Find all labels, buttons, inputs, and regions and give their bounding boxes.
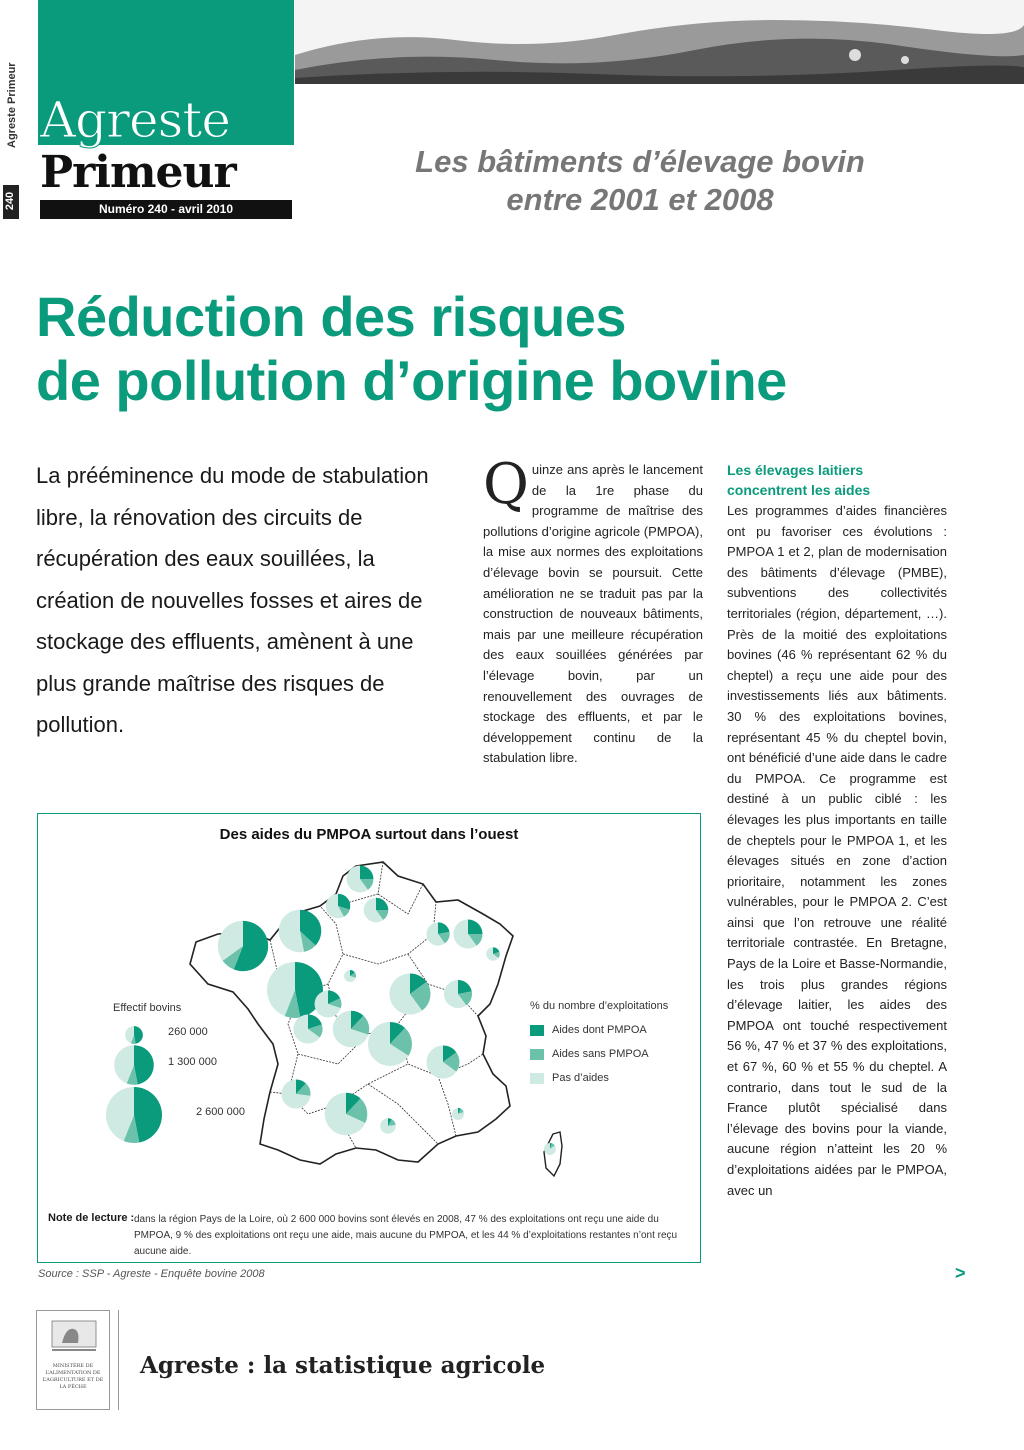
marianne-logo-icon: [38, 1313, 110, 1363]
main-title-line-1: Réduction des risques: [36, 285, 627, 348]
region-pie: [544, 1143, 556, 1155]
region-pie: [293, 1014, 322, 1043]
region-pie: [426, 922, 449, 945]
pie-slice: [134, 1087, 162, 1143]
drop-cap: Q: [483, 452, 529, 517]
ministry-name: MINISTÈRE DE L’ALIMENTATION DE L’AGRICULTURE ET DE LA PÊCHE: [42, 1363, 104, 1390]
region-pie: [347, 866, 374, 893]
share-legend-item: Pas d’aides: [530, 1072, 609, 1084]
reading-note-text: dans la région Pays de la Loire, où 2 600 000 bovins sont élevés en 2008, 47 % des exploitations ont reçu une aide du PMPOA, 9 % des exploitations ont reçu une aide, mais aucune du PMPOA, et les 44 % d’exploitations restantes n’ont reçu aucune aide.: [134, 1214, 678, 1257]
main-title: [36, 285, 996, 413]
pie-slice: [134, 1045, 154, 1084]
lead-paragraph: La prééminence du mode de stabulation libre, la rénovation des circuits de récupération des eaux souillées, la création de nouvelles fosses et aires de stockage des effluents, amènent à une plus grande maîtrise des risques de pollution.: [36, 463, 429, 737]
main-title-line-2: de pollution d’origine bovine: [36, 349, 787, 412]
share-legend-item: Aides sans PMPOA: [530, 1048, 649, 1060]
region-pie: [380, 1118, 396, 1134]
subject-line-2: entre 2001 et 2008: [506, 182, 774, 217]
pie-slice: [134, 1026, 143, 1044]
map-title: Des aides du PMPOA surtout dans l’ouest: [219, 826, 519, 843]
legend-swatch: [530, 1025, 544, 1036]
article-column-2: [727, 460, 947, 1201]
publication-subject: [360, 143, 920, 219]
map-figure: [37, 813, 701, 1263]
column-1-text: uinze ans après le lancement de la 1re phase du programme de maîtrise des pollutions d’origine agricole (PMPOA), la mise aux normes des exploitations d’élevage bovin se poursuit. Cette amélioration ne se traduit pas par la construction de nouveaux bâtiments, mais par une meilleure récupération des eaux souillées générées par l’élevage bovin, par un renouvellement des ouvrages de stockage des effluents, et par le développement continu de la stabulation libre.: [483, 462, 703, 766]
landscape-photo: [295, 0, 1024, 84]
region-pie: [453, 919, 482, 948]
share-legend-title: % du nombre d’exploitations: [530, 1000, 669, 1012]
region-pie: [344, 970, 356, 982]
region-pie: [325, 1093, 368, 1136]
side-label: Agreste Primeur: [6, 62, 18, 148]
share-legend-item: Aides dont PMPOA: [530, 1024, 647, 1036]
brand-name-agreste: Agreste: [40, 91, 230, 149]
france-map: [38, 814, 700, 1262]
issue-label: Numéro 240 - avril 2010: [40, 200, 292, 219]
region-pie: [444, 980, 472, 1008]
size-legend-symbol: [125, 1026, 143, 1044]
brand-name-primeur: Primeur: [40, 147, 236, 198]
region-pie: [389, 973, 430, 1014]
region-pie: [315, 991, 342, 1018]
footer-divider: [118, 1310, 119, 1410]
region-pie: [267, 962, 323, 1018]
reading-note-label: Note de lecture :: [48, 1212, 135, 1224]
size-legend-label: 2 600 000: [196, 1106, 245, 1118]
region-pie: [364, 898, 389, 923]
side-issue-number: 240: [3, 185, 19, 219]
size-legend-symbol: [114, 1045, 154, 1085]
region-pie: [326, 894, 351, 919]
region-pie: [281, 1079, 310, 1108]
footer-tagline: Agreste : la statistique agricole: [140, 1352, 546, 1379]
article-column-1: [483, 452, 703, 769]
legend-layer: [106, 1026, 162, 1143]
size-legend-symbol: [106, 1087, 162, 1143]
region-pie: [279, 910, 322, 953]
size-legend-title: Effectif bovins: [113, 1002, 182, 1014]
region-pie: [333, 1011, 369, 1047]
column-2-text: Les programmes d’aides financières ont pu favoriser ces évolutions : PMPOA 1 et 2, plan de modernisation des bâtiments d’élevage (PMBE), subventions des collectivités territoriales (région, département, …). Près de la moitié des exploitations bovines (46 % représentant 62 % du cheptel) a reçu une aide pour des investissements liés aux bâtiments. 30 % des exploitations bovines, représentant 45 % du cheptel bovin, ont bénéficié d’une aide dans le cadre du PMPOA. Ce programme est destiné à un public ciblé : les élevages les plus importants en taille de cheptels pour le PMPOA 1, et les élevages situés en zone d’action prioritaire, notamment les zones vulnérables, pour le PMPOA 2. C’est ainsi que l’on retrouve une réalité territoriale contrastée. En Bretagne, Pays de la Loire et Basse-Normandie, les trois plus grandes régions d’élevage laitier, les aides des PMPOA ont touché respectivement 56 %, 47 % et 37 % des exploitations, et 67 %, 60 % et 55 % du cheptel. A contrario, dans tout le sud de la France plutôt spécialisé dans l’élevage des bovins pour la viande, aucune région n’atteint les 20 % d’exploitations aidées par le PMPOA, avec un: [727, 503, 947, 1198]
legend-swatch: [530, 1049, 544, 1060]
source-note: Source : SSP - Agreste - Enquête bovine 2008: [38, 1268, 265, 1280]
continue-arrow-icon[interactable]: >: [955, 1263, 966, 1283]
region-pie: [452, 1108, 464, 1120]
legend-swatch: [530, 1073, 544, 1084]
ministry-logo: [36, 1310, 110, 1410]
size-legend-label: 260 000: [168, 1026, 208, 1038]
region-pie: [486, 947, 499, 960]
subject-line-1: Les bâtiments d’élevage bovin: [415, 144, 865, 179]
size-legend-label: 1 300 000: [168, 1056, 217, 1068]
region-pie: [218, 921, 268, 971]
section-heading: Les élevages laitiers concentrent les aides: [727, 462, 871, 498]
region-pie: [368, 1022, 412, 1066]
region-pie: [427, 1046, 460, 1079]
